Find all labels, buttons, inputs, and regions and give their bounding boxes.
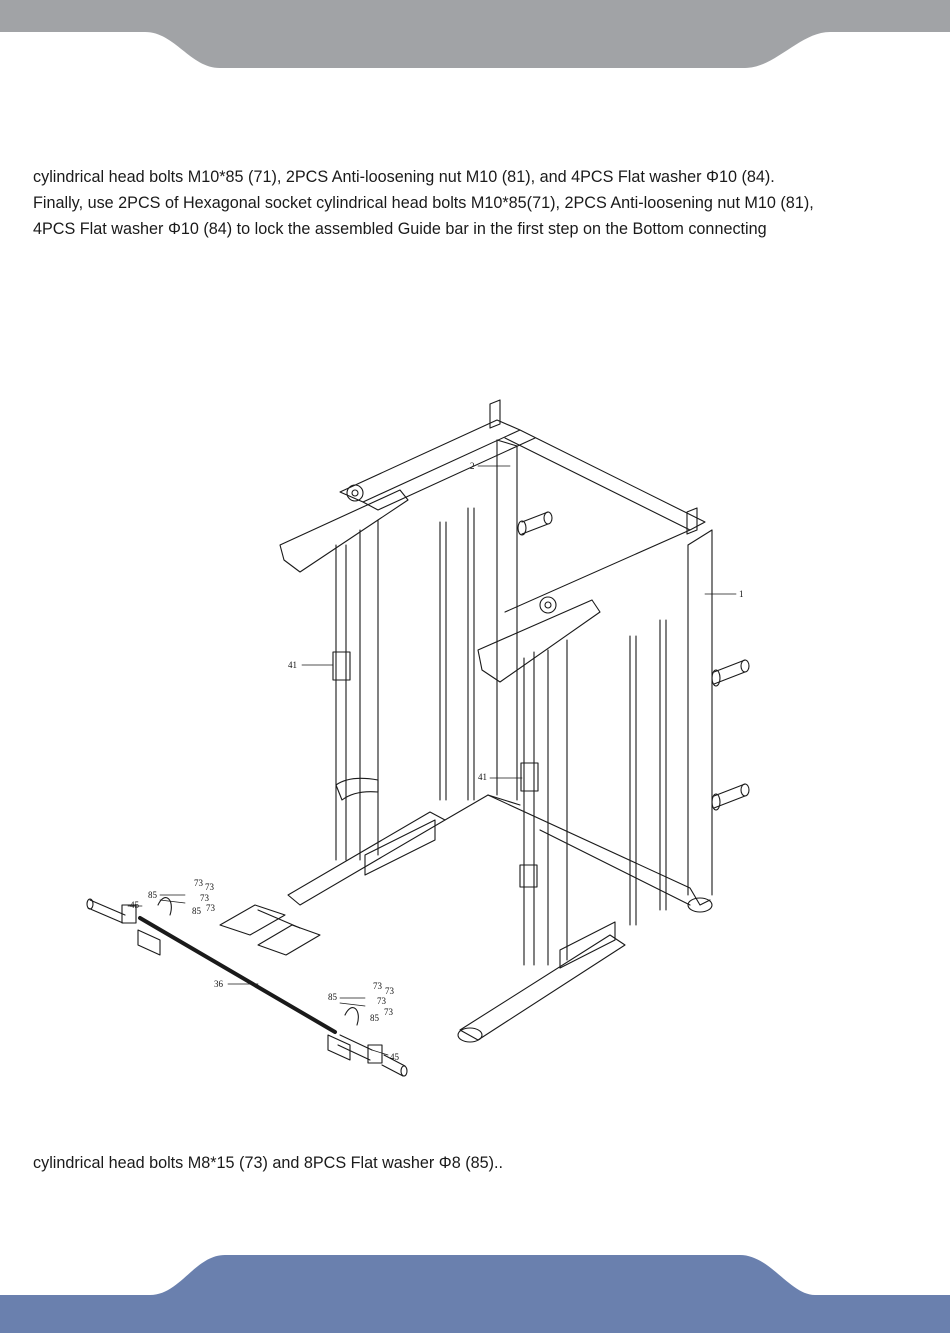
instruction-line-1: cylindrical head bolts M10*85 (71), 2PCS Anti-loosening nut M10 (81), and 4PCS Flat washer Φ10 (84). [33, 168, 775, 186]
part-label-73-right-c: 73 [377, 996, 386, 1006]
footer-band [0, 1250, 950, 1333]
instruction-line-3: 4PCS Flat washer Φ10 (84) to lock the assembled Guide bar in the first step on the Bottom connecting [33, 220, 767, 238]
part-label-73-right-b: 73 [385, 986, 394, 996]
left-column [333, 520, 378, 860]
header-band [0, 0, 950, 70]
header-band-shape [0, 0, 950, 68]
part-label-73-left-a: 73 [194, 878, 203, 888]
top-frame [340, 400, 705, 612]
part-label-85-left-a: 85 [148, 890, 157, 900]
part-label-73-right-d: 73 [384, 1007, 393, 1017]
part-label-73-left-b: 73 [205, 882, 214, 892]
right-column [520, 640, 567, 965]
part-label-85-right-a: 85 [328, 992, 337, 1002]
part-label-45-right: 45 [390, 1052, 399, 1062]
part-label-85-right-b: 85 [370, 1013, 379, 1023]
upright-2 [497, 440, 517, 800]
instruction-line-2: Finally, use 2PCS of Hexagonal socket cylindrical head bolts M10*85(71), 2PCS Anti-loosening nut M10 (81), [33, 194, 814, 212]
part-label-41-right: 41 [478, 772, 487, 782]
part-label-73-left-c: 73 [200, 893, 209, 903]
leader-lines [128, 466, 736, 1055]
weight-horns [518, 512, 749, 810]
instruction-line-4: cylindrical head bolts M8*15 (73) and 8PCS Flat washer Φ8 (85).. [33, 1154, 503, 1172]
part-label-2: 2 [470, 461, 475, 471]
upright-1 [688, 530, 712, 895]
foot-plate [220, 905, 320, 955]
part-label-73-left-d: 73 [206, 903, 215, 913]
olympic-bar [87, 898, 407, 1076]
assembly-diagram [80, 395, 800, 1095]
part-label-1: 1 [739, 589, 744, 599]
part-label-85-left-b: 85 [192, 906, 201, 916]
pulley-arm-right [478, 597, 600, 682]
instruction-paragraph-top [33, 164, 938, 242]
part-label-41-left: 41 [288, 660, 297, 670]
pulley-arm-left [280, 485, 408, 572]
part-label-73-right-a: 73 [373, 981, 382, 991]
guide-bars [440, 508, 666, 925]
footer-band-shape [0, 1255, 950, 1333]
base-frame [288, 795, 712, 1042]
instruction-paragraph-bottom [33, 1150, 938, 1176]
part-label-45-left: 45 [130, 900, 139, 910]
part-label-36: 36 [214, 979, 223, 989]
